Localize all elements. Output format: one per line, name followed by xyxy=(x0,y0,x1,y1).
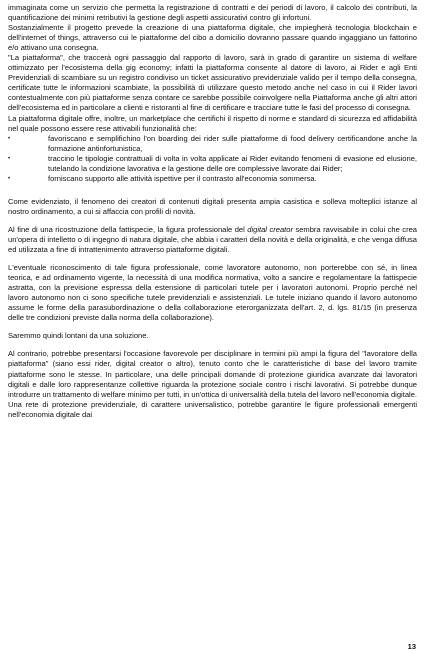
text-run: sembra ravvisabile in colui che crea un'opera di intelletto o di ingegno di natura digitale, che abbia i caratteri della novità e della originalità, e che venga diffusa ed utilizzata a fine di intrattenimento attraverso piattaforme digitali. xyxy=(8,224,417,255)
paragraph: Sostanzialmente il progetto prevede la creazione di una piattaforma digitale, che impiegherà tecnologia blockchain e dell'internet of things, attraverso cui le piattaforme del cibo a domicilio dovranno passare quando ingaggiano un fattorino e/o attivano una consegna. xyxy=(8,23,417,53)
paragraph: Al contrario, potrebbe presentarsi l'occasione favorevole per disciplinare in termini più ampi la figura del "lavoratore della piattaforma" (siano essi rider, digital creator o altro), tenuto conto che le caratteristiche di base del lavoro tramite piattaforme sono le stesse. In particolare, una delle principali domande di protezione giuridica avanzate dai lavoratori digitali e dalle loro rappresentanze collettive riguarda la protezione sociale contro i rischi lavorativi. Si potrebbe dunque introdurre un trattamento di welfare minimo per tutti, in un'ottica di universalità della tutela del lavoro nell'economia digitale. Una rete di protezione previdenziale, di carattere universalistico, potrebbe garantire le figure professionali emergenti nell'economia digitale dai xyxy=(8,349,417,419)
section-platform xyxy=(8,3,417,184)
paragraph: "La piattaforma", che traccerà ogni passaggio dal rapporto di lavoro, sarà in grado di garantire un sistema di welfare ottimizzato per l'ecosistema della gig economy; infatti la piattaforma consente al datore di lavoro, ai Rider e agli Enti Previdenziali di scambiare su un registro condiviso un ticket assicurativo previdenziale valido per il tempo della consegna, certificate tutte le informazioni scambiate, la possibilità di utilizzare questo metodo anche nel caso in cui il Rider lavori contestualmente con più piattaforme senza contare ce sarebbe possibile coinvolgere nella Piattaforma anche gli altri attori dell'ecosistema ed in particolare a clienti e ristoranti al fine di certificare e tracciare tutte le fasi del processo di consegna. xyxy=(8,53,417,113)
list-item xyxy=(8,154,417,174)
list-item xyxy=(8,174,417,184)
list-item-text: forniscano supporto alle attività ispettive per il contrasto all'economia sommersa. xyxy=(48,173,317,183)
spacer xyxy=(8,217,417,225)
paragraph: Saremmo quindi lontani da una soluzione. xyxy=(8,331,149,341)
paragraph: Come evidenziato, il fenomeno dei creatori di contenuti digitali presenta ampia casistica e solleva molteplici istanze al nostro ordinamento, a cui si affaccia con profili di novità. xyxy=(8,196,417,216)
list-item xyxy=(8,134,417,154)
spacer xyxy=(8,341,417,349)
paragraph: La piattaforma digitale offre, inoltre, un marketplace che certifichi il rispetto di norme e standard di sicurezza ed affidabilità nel quale possono essere rese attivabili funzionalità che: xyxy=(8,113,417,133)
paragraph: immaginata come un servizio che permetta la registrazione di contratti e dei periodi di lavoro, il calcolo dei contributi, la quantificazione dei minimi retributivi la gestione degli aspetti assicurativi contro gli infortuni. xyxy=(8,3,417,23)
bullet-marker: • xyxy=(8,155,11,162)
document-page xyxy=(8,3,417,420)
paragraph: L'eventuale riconoscimento di tale figura professionale, come lavoratore autonomo, non porterebbe con sé, in linea teorica, e ad ordinamento vigente, la necessità di una modifica normativa, volto a sancire e regolamentare la fattispecie astratta, con la previsione espressa della estensione di particolari tutele per i lavoratori autonomi. Proprio perché nel lavoro autonomo non ci sono specifiche tutele previdenziali e assistenziali. Le tutele iniziano quando il lavoro autonomo assume le forme della parasubordinazione o della collaborazione eterorganizzata dell'art. 2, d. lgs. 81/15 (in presenza delle tre condizioni previste dalla norma della collaborazione). xyxy=(8,263,417,323)
emphasis-text: digital creator xyxy=(247,224,293,234)
list-item-text: traccino le tipologie contrattuali di volta in volta applicate ai Rider evitando fenomeni di evasione ed elusione, tutelando la condizione lavorativa e la gestione delle ore complessive lavorate dai Rider; xyxy=(48,153,417,173)
spacer xyxy=(8,255,417,263)
page-number: 13 xyxy=(407,642,416,651)
bullet-marker: • xyxy=(8,135,11,142)
text-run: Al fine di una ricostruzione della fattispecie, la figura professionale del xyxy=(8,224,248,234)
paragraph xyxy=(8,225,417,255)
bullet-marker: • xyxy=(8,175,11,182)
list-item-text: favoriscano e semplifichino l'on boarding dei rider sulle piattaforme di food delivery certificandone anche la formazione antinfortunistica, xyxy=(48,133,417,153)
spacer xyxy=(8,184,417,197)
spacer xyxy=(8,323,417,331)
